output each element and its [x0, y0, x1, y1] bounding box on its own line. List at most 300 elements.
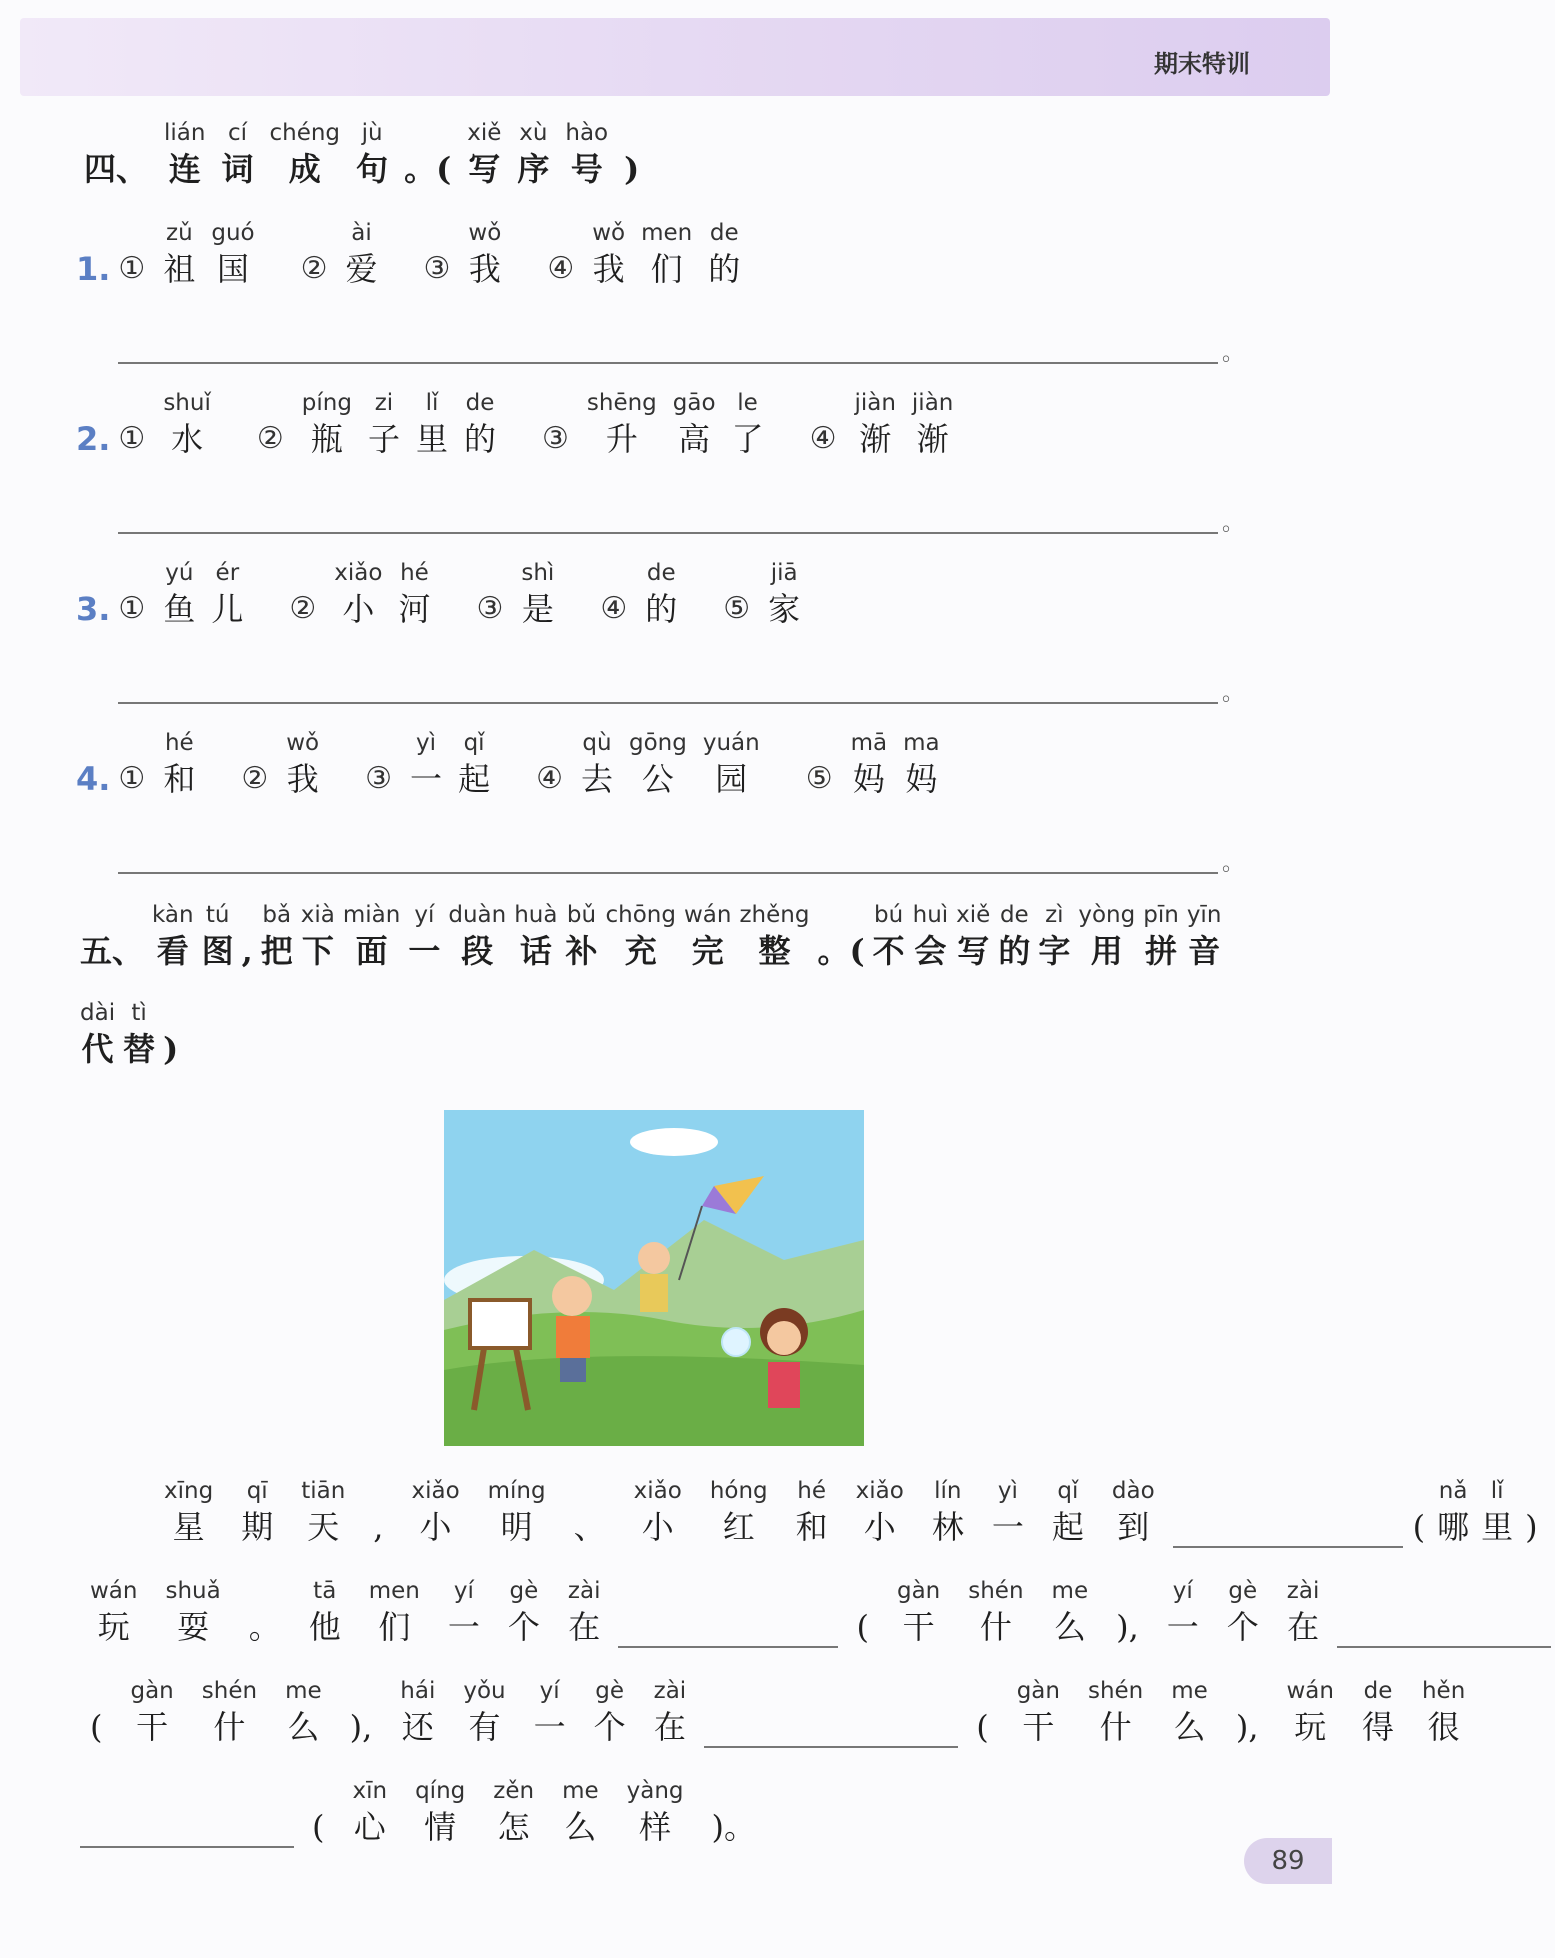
hanzi: 序 — [517, 150, 550, 188]
char-unit — [269, 118, 340, 190]
pinyin: yòng — [1078, 902, 1136, 928]
char-unit — [90, 1676, 102, 1748]
char-unit — [285, 1676, 322, 1748]
blank-activity-3[interactable] — [704, 1708, 958, 1748]
pinyin: yǒu — [463, 1678, 506, 1704]
char-unit — [1187, 900, 1222, 972]
pinyin: qǐ — [463, 730, 485, 756]
hanzi: 音 — [1188, 932, 1221, 970]
blank-feeling[interactable] — [80, 1808, 294, 1848]
pinyin: me — [1051, 1578, 1089, 1604]
char-unit — [400, 1676, 435, 1748]
char-unit — [464, 388, 496, 460]
pinyin: dài — [80, 1000, 116, 1026]
word-group — [802, 728, 948, 800]
char-unit — [202, 1676, 257, 1748]
char-unit — [581, 728, 613, 800]
pinyin: jiàn — [911, 390, 954, 416]
pinyin: yīn — [1186, 902, 1222, 928]
hanzi: 个 — [593, 1708, 626, 1746]
section4-item-2 — [76, 388, 995, 460]
hanzi: 瓶 — [310, 420, 343, 458]
hanzi: 祖 — [163, 250, 196, 288]
pinyin: tì — [131, 1000, 147, 1026]
pinyin: yàng — [626, 1778, 684, 1804]
header-band — [20, 18, 1330, 96]
pinyin: me — [562, 1778, 599, 1804]
circled-number: ① — [118, 761, 146, 796]
pinyin: xiě — [956, 902, 991, 928]
char-unit — [574, 1476, 606, 1548]
char-unit — [768, 558, 800, 630]
char-unit — [164, 118, 205, 190]
pinyin: de — [1363, 1678, 1393, 1704]
char-unit — [468, 218, 501, 290]
hanzi: 小 — [641, 1508, 674, 1546]
char-unit — [301, 900, 335, 972]
hanzi: 妈 — [905, 760, 938, 798]
hanzi: 干 — [136, 1708, 169, 1746]
pinyin: xīn — [352, 1778, 388, 1804]
section4-item-4 — [76, 728, 982, 800]
hanzi: 词 — [221, 150, 254, 188]
char-unit — [249, 1576, 281, 1648]
word-group — [297, 218, 386, 290]
word-group — [361, 728, 498, 800]
hanzi: ) — [624, 150, 640, 188]
char-unit — [261, 900, 293, 972]
pinyin: yuán — [702, 730, 760, 756]
hanzi: ( — [312, 1808, 325, 1846]
char-unit — [163, 218, 195, 290]
hanzi: 面 — [355, 932, 388, 970]
hanzi: 句 — [356, 150, 389, 188]
char-unit — [123, 998, 155, 1070]
hanzi: 。( — [817, 932, 865, 970]
pinyin: huà — [514, 902, 558, 928]
hanzi: 的 — [998, 932, 1031, 970]
circled-number: ① — [118, 591, 146, 626]
char-unit — [873, 900, 905, 972]
pinyin: lín — [934, 1478, 962, 1504]
pinyin: zì — [1045, 902, 1064, 928]
pinyin: qíng — [415, 1778, 466, 1804]
hanzi: 耍 — [177, 1608, 210, 1646]
char-unit — [1413, 1476, 1425, 1548]
pinyin: cí — [227, 120, 247, 146]
pinyin: shēng — [586, 390, 657, 416]
hanzi: 国 — [216, 250, 249, 288]
char-unit — [624, 118, 639, 190]
char-unit — [629, 728, 687, 800]
pinyin: shuǎ — [165, 1578, 221, 1604]
word-group — [806, 388, 962, 460]
pinyin: zài — [567, 1578, 601, 1604]
char-unit — [334, 558, 382, 630]
hanzi: 公 — [641, 760, 674, 798]
hanzi: 和 — [163, 760, 196, 798]
section5-title — [76, 900, 1225, 972]
pinyin: tā — [313, 1578, 337, 1604]
hanzi: 是 — [521, 590, 554, 628]
char-unit — [1052, 1476, 1084, 1548]
item-number: 1. — [76, 250, 111, 288]
pinyin: ma — [903, 730, 940, 756]
circled-number: ④ — [536, 761, 563, 796]
char-unit — [368, 388, 400, 460]
pinyin: wǒ — [592, 220, 626, 246]
hanzi: 话 — [519, 932, 552, 970]
pinyin: qī — [246, 1478, 268, 1504]
pinyin: jiā — [770, 560, 798, 586]
char-unit — [309, 1576, 341, 1648]
pinyin: tú — [205, 902, 230, 928]
pinyin: me — [285, 1678, 322, 1704]
hanzi: 不 — [872, 932, 905, 970]
hanzi: 到 — [1117, 1508, 1150, 1546]
char-unit — [202, 900, 234, 972]
hanzi: 四、 — [84, 150, 149, 188]
char-unit — [562, 1776, 599, 1848]
pinyin: jiàn — [854, 390, 896, 416]
hanzi: 替 — [123, 1030, 156, 1068]
hanzi: 哪 — [1437, 1508, 1470, 1546]
hanzi: 。 — [248, 1608, 281, 1646]
char-unit — [1422, 1676, 1465, 1748]
hanzi: 么 — [287, 1708, 320, 1746]
char-unit — [684, 900, 731, 972]
char-unit — [221, 118, 253, 190]
word-group — [472, 558, 562, 630]
pinyin: huì — [912, 902, 949, 928]
hanzi: 渐 — [859, 420, 892, 458]
char-unit — [163, 728, 195, 800]
char-unit — [521, 558, 554, 630]
char-unit — [152, 900, 194, 972]
pinyin: yú — [165, 560, 194, 586]
hanzi: 什 — [979, 1608, 1012, 1646]
hanzi: 个 — [1226, 1608, 1259, 1646]
pinyin: xiǎo — [633, 1478, 682, 1504]
circled-number: ④ — [547, 251, 575, 286]
pinyin: lǐ — [425, 390, 439, 416]
hanzi: 一 — [991, 1508, 1024, 1546]
item-number: 2. — [76, 420, 111, 458]
hanzi: 情 — [424, 1808, 457, 1846]
char-unit — [645, 558, 677, 630]
word-group — [596, 558, 685, 630]
word-group — [532, 728, 768, 800]
char-unit — [976, 1676, 988, 1748]
char-unit — [673, 388, 716, 460]
para-line-4 — [76, 1776, 770, 1848]
hanzi: 图 — [201, 932, 234, 970]
char-unit — [956, 900, 990, 972]
blank-activity-2-start[interactable] — [1337, 1608, 1551, 1648]
word-group — [719, 558, 808, 630]
pinyin: shén — [968, 1578, 1024, 1604]
hanzi: 期 — [241, 1508, 274, 1546]
end-mark-3: 。 — [1222, 681, 1245, 706]
answer-line-1[interactable] — [118, 362, 1218, 364]
hanzi: 高 — [678, 420, 711, 458]
circled-number: ② — [300, 251, 328, 286]
char-unit — [165, 1576, 220, 1648]
hanzi: 起 — [458, 760, 491, 798]
hanzi: 干 — [1022, 1708, 1055, 1746]
hanzi: 怎 — [497, 1808, 530, 1846]
pinyin: me — [1171, 1678, 1208, 1704]
word-group — [114, 728, 203, 800]
pinyin: bǔ — [566, 902, 597, 928]
hanzi: 妈 — [852, 760, 885, 798]
char-unit — [897, 1576, 940, 1648]
pinyin: bú — [874, 902, 904, 928]
hanzi: 鱼 — [163, 590, 196, 628]
hanzi: , — [241, 932, 253, 970]
pinyin: dào — [1111, 1478, 1155, 1504]
pinyin: yí — [414, 902, 435, 928]
hanzi: , — [373, 1508, 384, 1546]
pinyin: yì — [416, 730, 437, 756]
char-unit — [517, 118, 549, 190]
char-unit — [163, 388, 211, 460]
header-title: 期末特训 — [1154, 50, 1250, 78]
answer-line-2[interactable] — [118, 532, 1218, 534]
hanzi: ( — [90, 1708, 103, 1746]
char-unit — [913, 900, 949, 972]
char-unit — [398, 558, 430, 630]
char-unit — [463, 1676, 505, 1748]
hanzi: 一 — [410, 760, 443, 798]
hanzi: 的 — [645, 590, 678, 628]
char-unit — [1143, 900, 1179, 972]
hanzi: 、 — [573, 1508, 606, 1546]
pinyin: wán — [1286, 1678, 1334, 1704]
char-unit — [302, 388, 352, 460]
word-group — [114, 558, 251, 630]
hanzi: 和 — [795, 1508, 828, 1546]
char-unit — [416, 388, 448, 460]
char-unit — [211, 558, 243, 630]
char-unit — [817, 900, 864, 972]
pinyin: xiǎo — [855, 1478, 904, 1504]
hanzi: 在 — [1287, 1608, 1320, 1646]
char-unit — [415, 1776, 465, 1848]
char-unit — [856, 1476, 904, 1548]
char-unit — [312, 1776, 324, 1848]
item-number: 4. — [76, 760, 111, 798]
char-unit — [627, 1776, 684, 1848]
pinyin: hé — [400, 560, 429, 586]
pinyin: de — [465, 390, 495, 416]
hanzi: 园 — [715, 760, 748, 798]
hanzi: 字 — [1038, 932, 1071, 970]
char-unit — [568, 1576, 601, 1648]
pinyin: chōng — [605, 902, 676, 928]
hanzi: 红 — [722, 1508, 755, 1546]
char-unit — [241, 1476, 273, 1548]
pinyin: míng — [487, 1478, 546, 1504]
char-unit — [654, 1676, 687, 1748]
char-unit — [1171, 1676, 1208, 1748]
hanzi: 么 — [1173, 1708, 1206, 1746]
char-unit — [163, 998, 178, 1070]
pinyin: yì — [997, 1478, 1018, 1504]
hanzi: 一 — [533, 1708, 566, 1746]
char-unit — [732, 388, 764, 460]
char-unit — [80, 998, 115, 1070]
char-unit — [514, 900, 557, 972]
pinyin: shén — [1087, 1678, 1144, 1704]
char-unit — [1038, 900, 1070, 972]
char-unit — [634, 1476, 682, 1548]
char-unit — [356, 118, 388, 190]
para-line-2 — [76, 1576, 1555, 1648]
pinyin: lǐ — [1490, 1478, 1504, 1504]
pinyin: qù — [582, 730, 612, 756]
char-unit — [992, 1476, 1024, 1548]
circled-number: ② — [241, 761, 269, 796]
hanzi: 代 — [81, 1030, 114, 1068]
hanzi: 起 — [1051, 1508, 1084, 1546]
pinyin: yí — [1172, 1578, 1193, 1604]
char-unit — [796, 1476, 828, 1548]
section4-item-3 — [76, 558, 842, 630]
char-unit — [641, 218, 692, 290]
pinyin: shén — [201, 1678, 258, 1704]
section4-title — [76, 118, 647, 190]
answer-line-4[interactable] — [118, 872, 1218, 874]
hanzi: 看 — [156, 932, 189, 970]
hanzi: 样 — [639, 1808, 672, 1846]
word-group — [237, 728, 327, 800]
hanzi: ) — [163, 1030, 179, 1068]
hanzi: 一 — [447, 1608, 480, 1646]
end-mark-4: 。 — [1222, 851, 1245, 876]
hanzi: 得 — [1361, 1708, 1394, 1746]
hanzi: ), — [1235, 1708, 1259, 1746]
char-unit — [458, 728, 490, 800]
word-group — [538, 388, 772, 460]
char-unit — [80, 900, 144, 972]
hanzi: 有 — [468, 1708, 501, 1746]
blank-where[interactable] — [1173, 1508, 1403, 1548]
char-unit — [1116, 1576, 1139, 1648]
pinyin: chéng — [269, 120, 341, 146]
pinyin: hóng — [709, 1478, 768, 1504]
hanzi: 的 — [708, 250, 741, 288]
char-unit — [411, 1476, 459, 1548]
pinyin: zài — [653, 1678, 687, 1704]
char-unit — [1078, 900, 1135, 972]
section4-item-1 — [76, 218, 782, 290]
hanzi: 写 — [957, 932, 990, 970]
pinyin: kàn — [152, 902, 194, 928]
pinyin: shì — [521, 560, 555, 586]
pinyin: gè — [1228, 1578, 1258, 1604]
char-unit — [1167, 1576, 1199, 1648]
pinyin: yí — [453, 1578, 474, 1604]
hanzi: 里 — [1481, 1508, 1514, 1546]
pinyin: wán — [90, 1578, 138, 1604]
char-unit — [594, 1676, 626, 1748]
char-unit — [1227, 1576, 1259, 1648]
circled-number: ④ — [809, 421, 837, 456]
hanzi: 小 — [342, 590, 375, 628]
blank-activity-1[interactable] — [618, 1608, 838, 1648]
char-unit — [404, 118, 451, 190]
circled-number: ③ — [476, 591, 504, 626]
section5-title-line2 — [76, 998, 182, 1070]
pinyin: gàn — [130, 1678, 174, 1704]
char-unit — [488, 1476, 546, 1548]
circled-number: ① — [118, 421, 146, 456]
char-unit — [1052, 1576, 1089, 1648]
char-unit — [343, 900, 400, 972]
pinyin: de — [709, 220, 739, 246]
pinyin: mā — [850, 730, 888, 756]
pinyin: ér — [215, 560, 240, 586]
hanzi: 们 — [378, 1608, 411, 1646]
char-unit — [346, 218, 378, 290]
hanzi: 星 — [172, 1508, 205, 1546]
char-unit — [493, 1776, 534, 1848]
pinyin: le — [737, 390, 758, 416]
end-mark-1: 。 — [1222, 341, 1245, 366]
hanzi: ), — [1116, 1608, 1139, 1646]
park-illustration — [444, 1110, 864, 1446]
char-unit — [410, 728, 442, 800]
hanzi: 了 — [731, 420, 764, 458]
answer-line-3[interactable] — [118, 702, 1218, 704]
hanzi: ( — [976, 1708, 989, 1746]
hanzi: 儿 — [211, 590, 244, 628]
hanzi: 一 — [408, 932, 441, 970]
pinyin: men — [641, 220, 693, 246]
hanzi: 成 — [288, 150, 321, 188]
char-unit — [1286, 1676, 1333, 1748]
hanzi: 连 — [168, 150, 201, 188]
char-unit — [712, 1776, 757, 1848]
pinyin: bǎ — [262, 902, 292, 928]
hanzi: 他 — [308, 1608, 341, 1646]
word-group — [114, 218, 262, 290]
char-unit — [84, 118, 148, 190]
hanzi: 心 — [353, 1808, 386, 1846]
char-unit — [1362, 1676, 1394, 1748]
hanzi: 个 — [507, 1608, 540, 1646]
hanzi: 爱 — [345, 250, 378, 288]
hanzi: 渐 — [916, 420, 949, 458]
pinyin: miàn — [342, 902, 401, 928]
pinyin: hào — [565, 120, 609, 146]
hanzi: 干 — [902, 1608, 935, 1646]
circled-number: ③ — [423, 251, 451, 286]
char-unit — [448, 900, 506, 972]
pinyin: xiě — [467, 120, 502, 146]
char-unit — [508, 1576, 540, 1648]
char-unit — [968, 1576, 1023, 1648]
para-line-1 — [150, 1476, 1544, 1548]
hanzi: 在 — [653, 1708, 686, 1746]
pinyin: qǐ — [1057, 1478, 1079, 1504]
pinyin: xiǎo — [334, 560, 383, 586]
pinyin: ài — [351, 220, 372, 246]
pinyin: de — [646, 560, 676, 586]
char-unit — [286, 728, 319, 800]
pinyin: zi — [374, 390, 394, 416]
